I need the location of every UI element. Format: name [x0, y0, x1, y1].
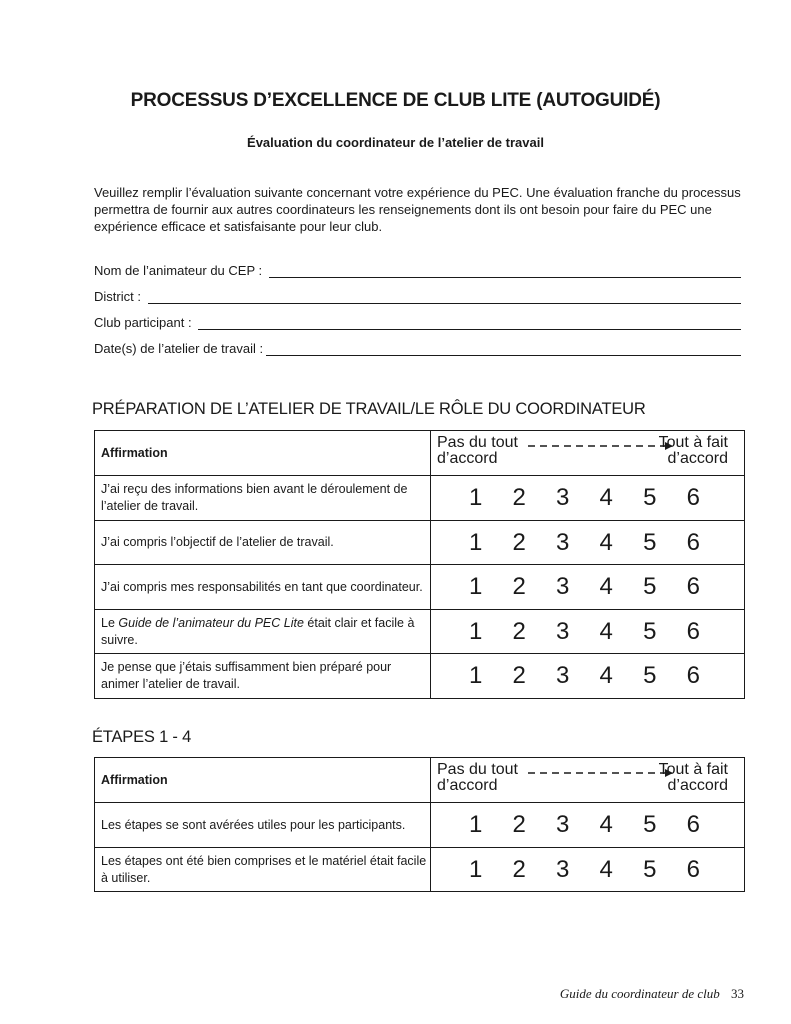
- rating-option[interactable]: 1: [469, 811, 483, 838]
- rating-option[interactable]: 4: [599, 528, 613, 556]
- rating-cell: [431, 521, 745, 565]
- rating-option[interactable]: 6: [686, 484, 700, 511]
- dashed-arrow-icon: [528, 441, 673, 451]
- rating-option[interactable]: 4: [599, 573, 613, 600]
- rating-option[interactable]: 4: [599, 617, 613, 645]
- rating-cell: [431, 476, 745, 521]
- rating-option[interactable]: 1: [469, 484, 483, 511]
- preparation-table: [94, 430, 745, 699]
- field-line[interactable]: [269, 263, 741, 278]
- table-row: [95, 476, 745, 521]
- section-heading-steps: ÉTAPES 1 - 4: [92, 728, 192, 746]
- rating-cell: [431, 654, 745, 699]
- page-title: PROCESSUS D’EXCELLENCE DE CLUB LITE (AUTOGUIDÉ): [130, 90, 661, 111]
- rating-option[interactable]: 2: [512, 617, 526, 645]
- rating-option[interactable]: 4: [599, 484, 613, 511]
- page-footer: [560, 986, 744, 1002]
- affirmation-header: Affirmation: [95, 758, 431, 803]
- scale-header: [431, 431, 745, 476]
- statement-cell: Le Guide de l’animateur du PEC Lite était clair et facile à suivre.: [95, 610, 431, 654]
- rating-option[interactable]: 1: [469, 573, 483, 600]
- rating-option[interactable]: 5: [643, 811, 657, 838]
- field-label: Nom de l’animateur du CEP :: [94, 263, 266, 278]
- field-label: Club participant :: [94, 315, 196, 330]
- agree-label: Tout à fait d’accord: [658, 434, 728, 467]
- steps-table: [94, 757, 745, 892]
- rating-option[interactable]: 2: [512, 484, 526, 511]
- rating-cell: [431, 610, 745, 654]
- footer-guide-title: Guide du coordinateur de club: [559, 986, 720, 1001]
- rating-option[interactable]: 2: [512, 855, 526, 883]
- rating-option[interactable]: 5: [643, 484, 657, 511]
- rating-option[interactable]: 4: [599, 662, 613, 689]
- district-field[interactable]: [94, 286, 741, 304]
- statement-cell: Les étapes se sont avérées utiles pour les participants.: [95, 803, 431, 848]
- scale-header: [431, 758, 745, 803]
- workshop-date-field[interactable]: [94, 338, 741, 356]
- rating-option[interactable]: 2: [512, 662, 526, 689]
- rating-option[interactable]: 5: [643, 528, 657, 556]
- table-header-row: [95, 758, 745, 803]
- page-subtitle: Évaluation du coordinateur de l’atelier de travail: [247, 135, 544, 150]
- statement-cell: Les étapes ont été bien comprises et le matériel était facile à utiliser.: [95, 848, 431, 892]
- statement-cell: J’ai compris l’objectif de l’atelier de travail.: [95, 521, 431, 565]
- club-field[interactable]: [94, 312, 741, 330]
- table-row: [95, 610, 745, 654]
- table-row: [95, 565, 745, 610]
- field-label: Date(s) de l’atelier de travail :: [94, 341, 264, 356]
- rating-option[interactable]: 5: [643, 855, 657, 883]
- rating-option[interactable]: 5: [643, 617, 657, 645]
- rating-option[interactable]: 3: [556, 573, 570, 600]
- disagree-label: Pas du tout d’accord: [437, 761, 518, 794]
- rating-option[interactable]: 1: [469, 617, 483, 645]
- table-header-row: [95, 431, 745, 476]
- table-row: [95, 521, 745, 565]
- statement-cell: Je pense que j’étais suffisamment bien préparé pour animer l’atelier de travail.: [95, 654, 431, 699]
- rating-option[interactable]: 2: [512, 528, 526, 556]
- page-number: 33: [731, 986, 744, 1001]
- rating-option[interactable]: 6: [686, 811, 700, 838]
- table-row: [95, 848, 745, 892]
- rating-option[interactable]: 6: [686, 528, 700, 556]
- rating-cell: [431, 848, 745, 892]
- agree-label: Tout à fait d’accord: [658, 761, 728, 794]
- guide-title: Guide de l’animateur du PEC Lite: [118, 615, 304, 630]
- rating-option[interactable]: 6: [686, 855, 700, 883]
- rating-option[interactable]: 3: [556, 528, 570, 556]
- rating-option[interactable]: 6: [686, 662, 700, 689]
- rating-option[interactable]: 3: [556, 662, 570, 689]
- rating-option[interactable]: 1: [469, 855, 483, 883]
- field-line[interactable]: [198, 315, 741, 330]
- statement-cell: J’ai compris mes responsabilités en tant que coordinateur.: [95, 565, 431, 610]
- dashed-arrow-icon: [528, 768, 673, 778]
- rating-option[interactable]: 6: [686, 573, 700, 600]
- field-line[interactable]: [148, 289, 741, 304]
- rating-option[interactable]: 1: [469, 662, 483, 689]
- table-row: [95, 803, 745, 848]
- affirmation-header: Affirmation: [95, 431, 431, 476]
- rating-option[interactable]: 4: [599, 811, 613, 838]
- rating-option[interactable]: 3: [556, 617, 570, 645]
- section-heading-preparation: PRÉPARATION DE L’ATELIER DE TRAVAIL/LE RÔLE DU COORDINATEUR: [92, 400, 646, 418]
- rating-option[interactable]: 3: [556, 811, 570, 838]
- rating-cell: [431, 803, 745, 848]
- rating-option[interactable]: 5: [643, 573, 657, 600]
- facilitator-name-field[interactable]: [94, 260, 741, 278]
- table-row: [95, 654, 745, 699]
- rating-option[interactable]: 1: [469, 528, 483, 556]
- statement-cell: J’ai reçu des informations bien avant le déroulement de l’atelier de travail.: [95, 476, 431, 521]
- rating-option[interactable]: 6: [686, 617, 700, 645]
- rating-cell: [431, 565, 745, 610]
- rating-option[interactable]: 2: [512, 811, 526, 838]
- rating-option[interactable]: 2: [512, 573, 526, 600]
- field-line[interactable]: [266, 341, 741, 356]
- rating-option[interactable]: 3: [556, 855, 570, 883]
- intro-paragraph: Veuillez remplir l’évaluation suivante concernant votre expérience du PEC. Une évaluation franche du processus permettra de fournir aux autres coordinateurs les renseignements dont ils ont besoin pour faire du PEC une expérience efficace et satisfaisante pour leur club.: [94, 185, 741, 234]
- rating-option[interactable]: 4: [599, 855, 613, 883]
- field-label: District :: [94, 289, 145, 304]
- rating-option[interactable]: 5: [643, 662, 657, 689]
- disagree-label: Pas du tout d’accord: [437, 434, 518, 467]
- rating-option[interactable]: 3: [556, 484, 570, 511]
